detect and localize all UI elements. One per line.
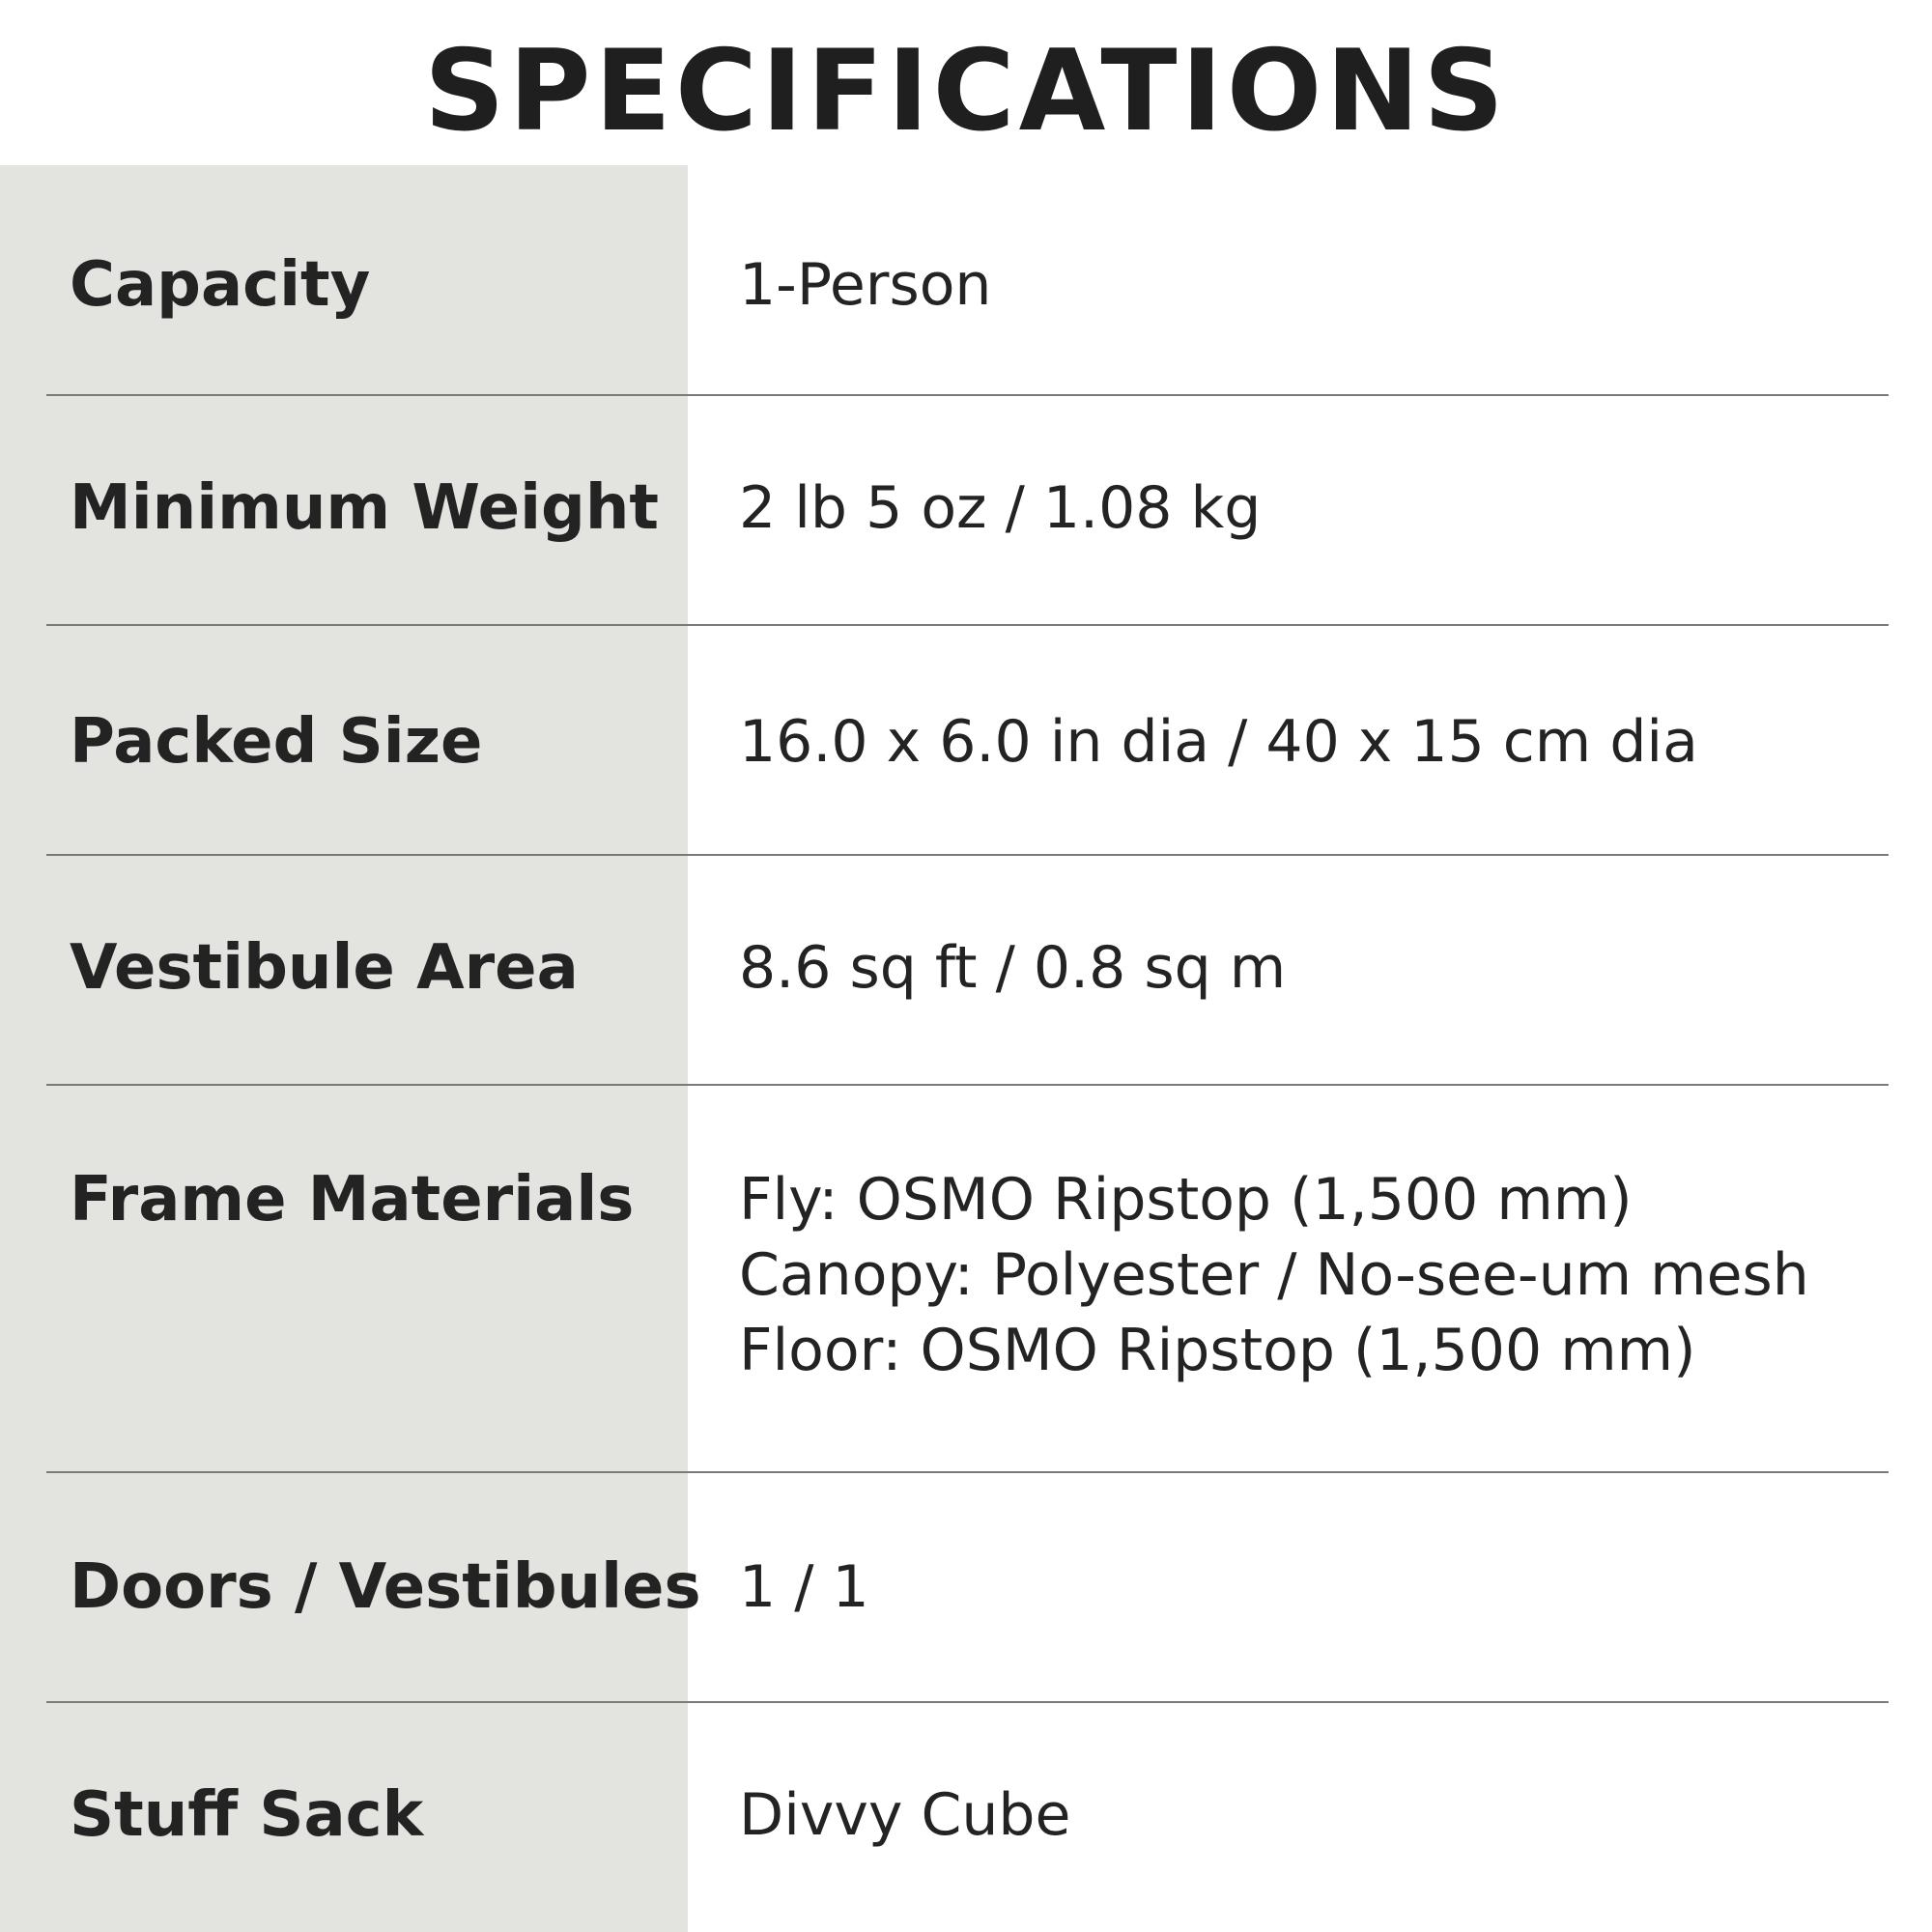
spec-label: Capacity — [70, 249, 371, 321]
spec-value-line: Fly: OSMO Ripstop (1,500 mm) — [739, 1166, 1633, 1234]
spec-label: Vestibule Area — [70, 932, 579, 1004]
row-divider — [46, 1701, 1889, 1703]
spec-value-line: 16.0 x 6.0 in dia / 40 x 15 cm dia — [739, 708, 1698, 776]
spec-value — [739, 1162, 1879, 1388]
spec-label: Minimum Weight — [70, 472, 659, 544]
spec-label: Doors / Vestibules — [70, 1551, 701, 1623]
row-divider — [46, 1471, 1889, 1473]
row-divider — [46, 854, 1889, 856]
spec-value-line: Divvy Cube — [739, 1781, 1071, 1849]
spec-value-line: Floor: OSMO Ripstop (1,500 mm) — [739, 1317, 1696, 1384]
spec-value-line: 1 / 1 — [739, 1553, 869, 1621]
label-column-background — [0, 165, 701, 1932]
spec-value-line: 2 lb 5 oz / 1.08 kg — [739, 474, 1262, 542]
spec-value — [739, 704, 1879, 780]
page-title: SPECIFICATIONS — [424, 26, 1508, 156]
spec-label: Packed Size — [70, 706, 483, 778]
row-divider — [46, 624, 1889, 626]
spec-value — [739, 1777, 1879, 1853]
spec-value — [739, 930, 1879, 1006]
row-divider — [46, 1084, 1889, 1086]
spec-label: Frame Materials — [70, 1164, 635, 1236]
row-divider — [46, 394, 1889, 396]
spec-value — [739, 1549, 1879, 1625]
spec-value-line: Canopy: Polyester / No-see-um mesh — [739, 1241, 1809, 1309]
spec-value-line: 8.6 sq ft / 0.8 sq m — [739, 934, 1287, 1002]
spec-value — [739, 470, 1879, 546]
spec-value-line: 1-Person — [739, 251, 992, 319]
spec-label: Stuff Sack — [70, 1779, 424, 1851]
spec-value — [739, 247, 1879, 323]
